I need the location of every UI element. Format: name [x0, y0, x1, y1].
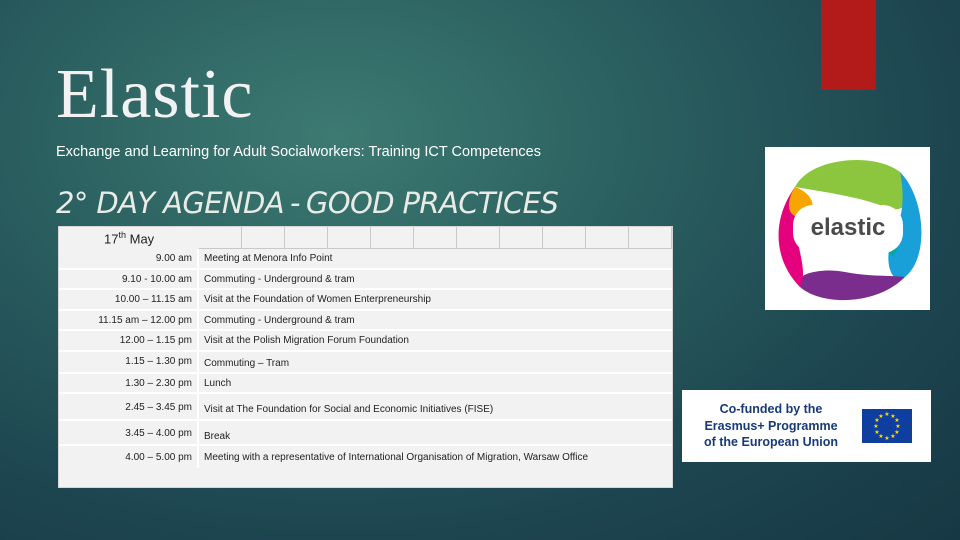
row-activity: Visit at the Foundation of Women Enterpreneurship: [204, 294, 431, 305]
row-activity: Lunch: [204, 377, 232, 389]
svg-text:★: ★: [890, 433, 896, 440]
row-activity: Visit at The Foundation for Social and Economic Initiatives (FISE): [204, 404, 494, 415]
agenda-rows: [59, 249, 672, 468]
table-row: [59, 394, 672, 421]
svg-text:★: ★: [890, 413, 896, 420]
svg-text:★: ★: [878, 433, 884, 440]
row-time: 11.15 am – 12.00 pm: [59, 311, 199, 330]
presentation-title: Elastic: [56, 56, 254, 133]
agenda-heading-prefix: 2°: [56, 186, 88, 220]
table-row: [59, 352, 672, 374]
svg-text:★: ★: [894, 417, 900, 424]
row-activity: Visit at the Polish Migration Forum Foundation: [204, 335, 409, 346]
table-header-strip: [199, 227, 672, 249]
agenda-heading-dash: -: [290, 186, 300, 220]
erasmus-badge: [682, 390, 931, 462]
elastic-logo: [765, 147, 930, 310]
svg-text:★: ★: [884, 411, 890, 418]
table-row: [59, 421, 672, 446]
table-row: [59, 270, 672, 291]
logo-text: elastic: [810, 214, 886, 241]
row-activity: Break: [204, 431, 231, 442]
agenda-date: [104, 230, 154, 246]
svg-text:★: ★: [894, 429, 900, 436]
agenda-heading-suffix: GOOD PRACTICES: [305, 186, 559, 220]
svg-text:★: ★: [884, 435, 890, 442]
presentation-subtitle: Exchange and Learning for Adult Socialworkers: Training ICT Competences: [56, 144, 541, 160]
row-activity: Commuting – Tram: [204, 357, 290, 369]
row-time: 2.45 – 3.45 pm: [59, 394, 199, 419]
row-activity: Meeting at Menora Info Point: [204, 253, 333, 264]
row-time: 1.30 – 2.30 pm: [59, 374, 199, 393]
table-row: [59, 446, 672, 468]
row-time: 1.15 – 1.30 pm: [59, 352, 199, 372]
row-time: 9.10 - 10.00 am: [59, 270, 199, 289]
row-time: 9.00 am: [59, 249, 199, 268]
svg-text:★: ★: [873, 423, 879, 430]
erasmus-line-1: Co-funded by the: [719, 401, 823, 416]
table-row: [59, 290, 672, 311]
date-day: 17: [104, 231, 119, 247]
elastic-logo-icon: [765, 147, 930, 310]
date-month: May: [129, 231, 155, 247]
row-time: 4.00 – 5.00 pm: [59, 446, 199, 468]
row-time: 12.00 – 1.15 pm: [59, 331, 199, 350]
erasmus-text: [682, 401, 852, 452]
eu-flag-icon: [862, 409, 912, 443]
row-activity: Meeting with a representative of International Organisation of Migration, Warsaw Office: [204, 452, 589, 463]
svg-text:★: ★: [874, 417, 880, 424]
erasmus-line-3: of the European Union: [703, 435, 839, 450]
table-row: [59, 331, 672, 352]
row-activity: Commuting - Underground & tram: [204, 273, 355, 285]
erasmus-line-2: Erasmus+ Programme: [704, 418, 838, 433]
row-activity: Commuting - Underground & tram: [204, 314, 355, 326]
svg-text:★: ★: [874, 429, 880, 436]
agenda-heading: [56, 186, 558, 221]
table-row: [59, 374, 672, 395]
accent-bar: [821, 0, 876, 90]
svg-text:★: ★: [878, 413, 884, 420]
row-time: 10.00 – 11.15 am: [59, 290, 199, 309]
svg-text:★: ★: [895, 423, 901, 430]
agenda-heading-main: DAY AGENDA: [96, 186, 284, 220]
agenda-table: [58, 226, 673, 488]
row-time: 3.45 – 4.00 pm: [59, 421, 199, 444]
date-ordinal: th: [118, 230, 126, 240]
table-row: [59, 249, 672, 270]
table-row: [59, 311, 672, 332]
